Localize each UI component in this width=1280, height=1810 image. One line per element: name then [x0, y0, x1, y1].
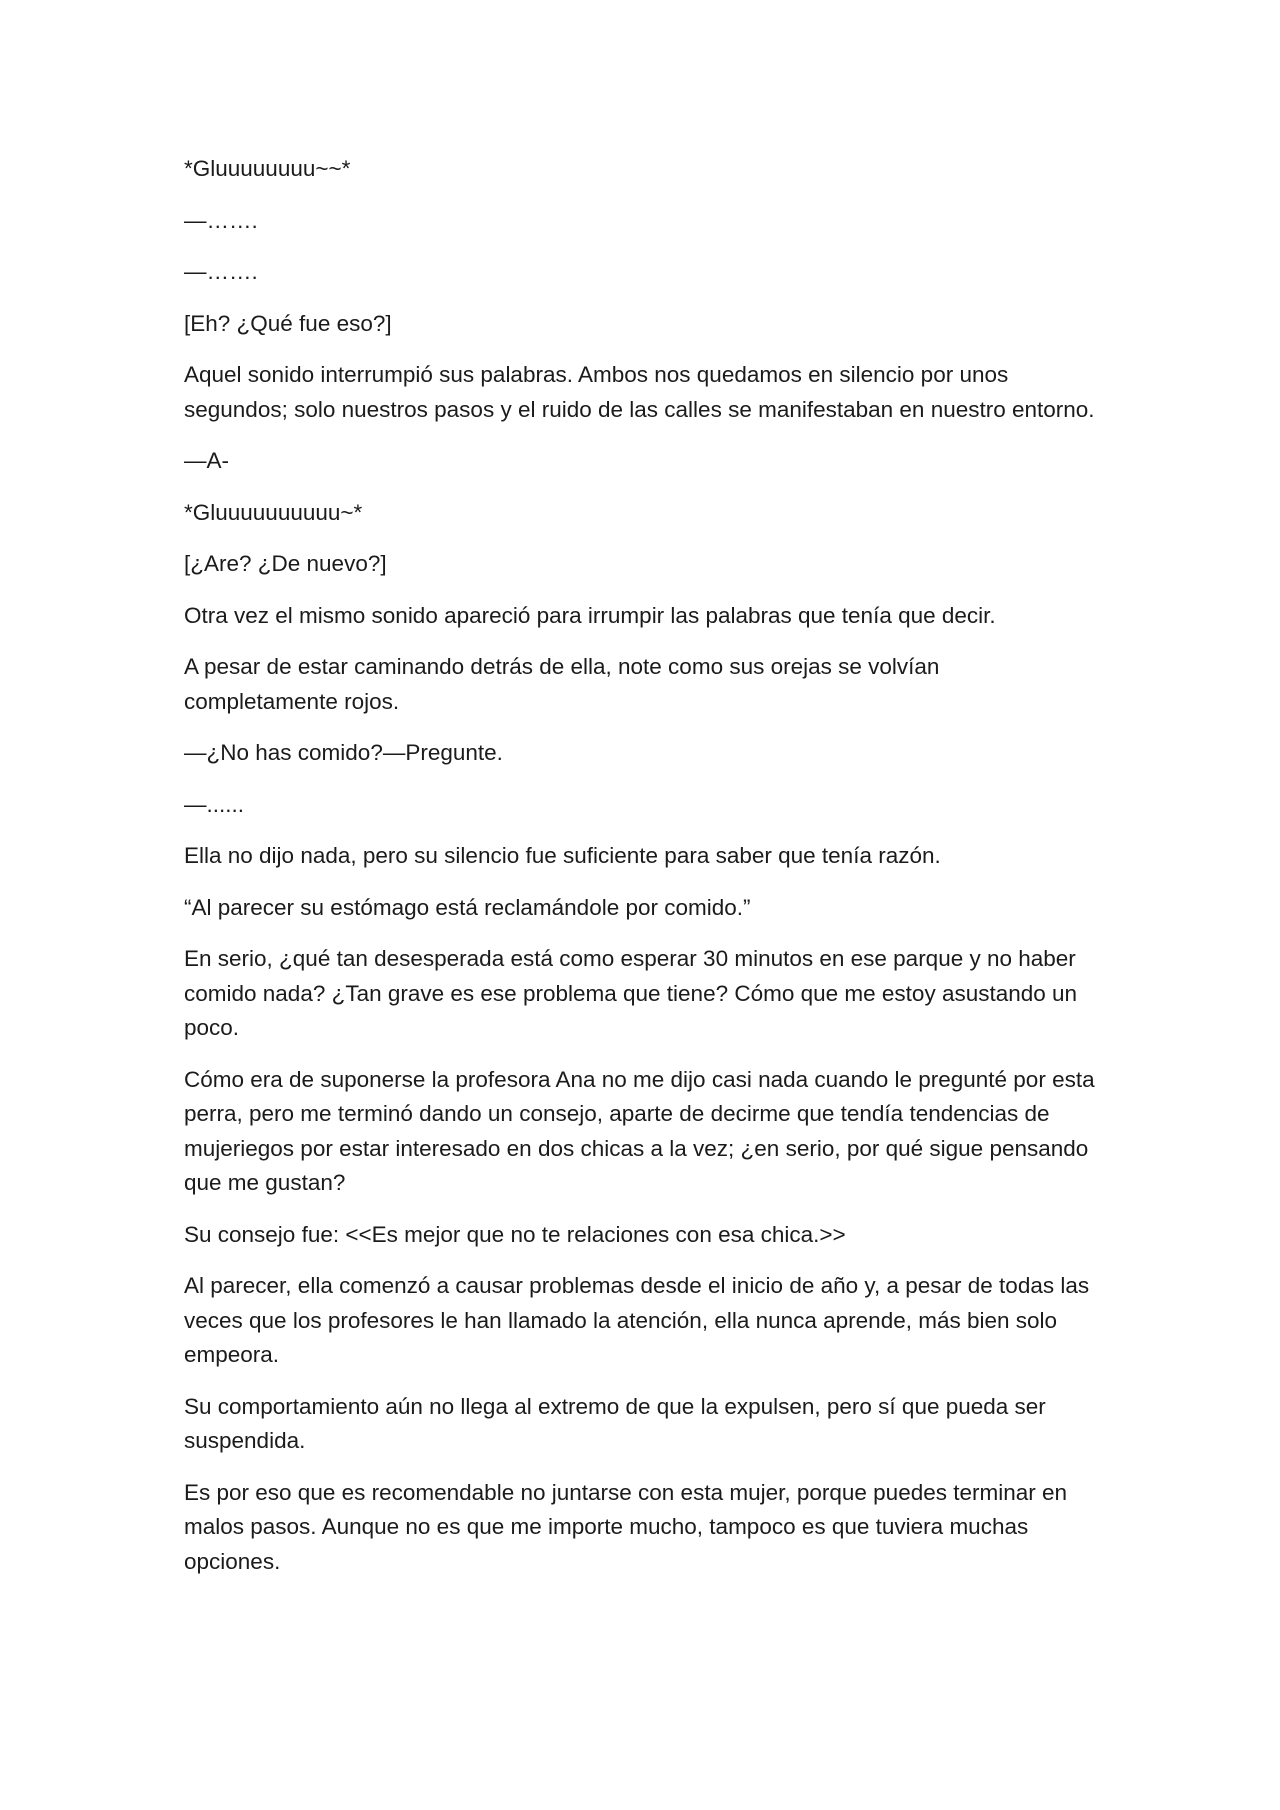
- document-body: [184, 152, 1096, 1596]
- narration-paragraph: A pesar de estar caminando detrás de ella, note como sus orejas se volvían completamente rojos.: [184, 654, 940, 714]
- dialogue-line: —A-: [184, 448, 229, 473]
- sound-effect-line: *Gluuuuuuuuuu~*: [184, 499, 363, 525]
- quoted-line: “Al parecer su estómago está reclamándole por comido.”: [184, 894, 751, 920]
- narration-paragraph: Aquel sonido interrumpió sus palabras. Ambos nos quedamos en silencio por unos segundos; solo nuestros pasos y el ruido de las calles se manifestaban en nuestro entorno.: [184, 362, 1095, 422]
- narration-paragraph: Cómo era de suponerse la profesora Ana no me dijo casi nada cuando le pregunté por esta perra, pero me terminó dando un consejo, aparte de decirme que tendía tendencias de mujeriegos por estar interesado en dos chicas a la vez; ¿en serio, por qué sigue pensando que me gustan?: [184, 1066, 1095, 1195]
- dialogue-line: —…….: [184, 207, 258, 233]
- narration-paragraph: En serio, ¿qué tan desesperada está como esperar 30 minutos en ese parque y no haber comido nada? ¿Tan grave es ese problema que tiene? Cómo que me estoy asustando un poco.: [184, 946, 1078, 1040]
- dialogue-line: —¿No has comido?—Pregunte.: [184, 740, 503, 765]
- thought-line: [Eh? ¿Qué fue eso?]: [184, 310, 392, 336]
- narration-paragraph: Ella no dijo nada, pero su silencio fue suficiente para saber que tenía razón.: [184, 843, 941, 868]
- narration-paragraph: Su comportamiento aún no llega al extremo de que la expulsen, pero sí que pueda ser suspendida.: [184, 1393, 1046, 1453]
- sound-effect-line: *Gluuuuuuuu~~*: [184, 156, 351, 181]
- thought-line: [¿Are? ¿De nuevo?]: [184, 551, 387, 576]
- narration-paragraph: Otra vez el mismo sonido apareció para irrumpir las palabras que tenía que decir.: [184, 602, 996, 628]
- dialogue-line: —…….: [184, 259, 258, 284]
- dialogue-line: —......: [184, 791, 245, 817]
- narration-paragraph: Es por eso que es recomendable no juntarse con esta mujer, porque puedes terminar en malos pasos. Aunque no es que me importe mucho, tampoco es que tuviera muchas opciones.: [184, 1479, 1068, 1574]
- narration-paragraph: Su consejo fue: <<Es mejor que no te relaciones con esa chica.>>: [184, 1221, 846, 1247]
- narration-paragraph: Al parecer, ella comenzó a causar problemas desde el inicio de año y, a pesar de todas las veces que los profesores le han llamado la atención, ella nunca aprende, más bien solo empeora.: [184, 1273, 1090, 1367]
